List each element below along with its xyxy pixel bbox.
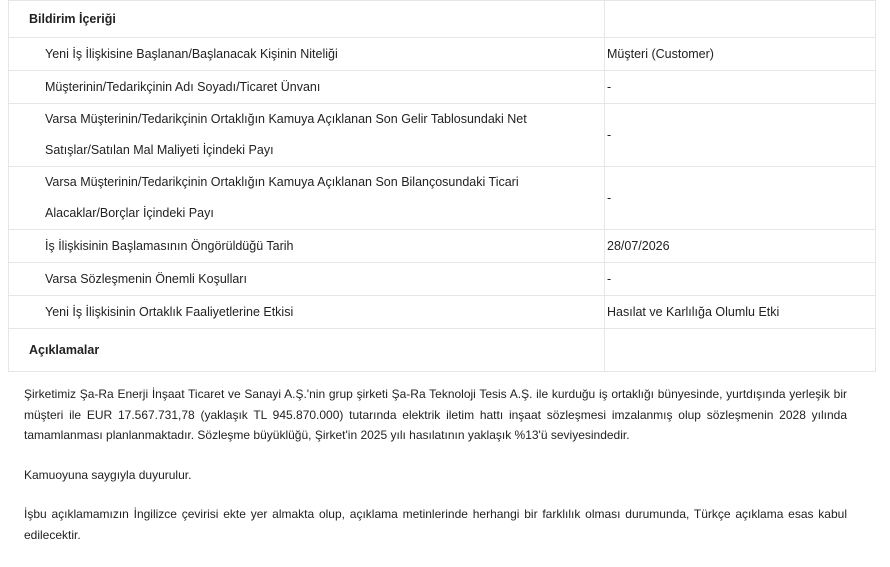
empty-cell xyxy=(605,1,876,38)
row-label: İş İlişkisinin Başlamasının Öngörüldüğü Tarih xyxy=(9,230,605,263)
row-label-line: Satışlar/Satılan Mal Maliyeti İçindeki Payı xyxy=(45,143,274,157)
table-row xyxy=(9,38,876,71)
table-row xyxy=(9,296,876,329)
row-label: Varsa Sözleşmenin Önemli Koşulları xyxy=(9,263,605,296)
row-label-line: Alacaklar/Borçlar İçindeki Payı xyxy=(45,206,214,220)
row-label xyxy=(9,104,605,167)
explanation-text xyxy=(24,384,847,545)
explanation-paragraph: Kamuoyuna saygıyla duyurulur. xyxy=(24,467,192,482)
section-title-explanations: Açıklamalar xyxy=(9,329,605,372)
table-row xyxy=(9,263,876,296)
row-label: Yeni İş İlişkisinin Ortaklık Faaliyetlerine Etkisi xyxy=(9,296,605,329)
row-label-line: Varsa Müşterinin/Tedarikçinin Ortaklığın Kamuya Açıklanan Son Bilançosundaki Ticari xyxy=(45,175,519,189)
section-header-row xyxy=(9,1,876,38)
row-value: - xyxy=(605,71,876,104)
row-value: - xyxy=(605,104,876,167)
row-value: 28/07/2026 xyxy=(605,230,876,263)
disclosure-table xyxy=(8,0,876,372)
row-value: - xyxy=(605,167,876,230)
section-title-content: Bildirim İçeriği xyxy=(9,1,605,38)
explanation-paragraph: İşbu açıklamamızın İngilizce çevirisi ekte yer almakta olup, açıklama metinlerinde herhangi bir farklılık olması durumunda, Türkçe açıklama esas kabul edilecektir. xyxy=(24,507,847,542)
row-label-line: Varsa Müşterinin/Tedarikçinin Ortaklığın Kamuya Açıklanan Son Gelir Tablosundaki Net xyxy=(45,112,527,126)
row-label: Yeni İş İlişkisine Başlanan/Başlanacak Kişinin Niteliği xyxy=(9,38,605,71)
empty-cell xyxy=(605,329,876,372)
row-value: Hasılat ve Karlılığa Olumlu Etki xyxy=(605,296,876,329)
section-header-row xyxy=(9,329,876,372)
row-value: - xyxy=(605,263,876,296)
table-row xyxy=(9,167,876,230)
row-label: Müşterinin/Tedarikçinin Adı Soyadı/Ticaret Ünvanı xyxy=(9,71,605,104)
table-row xyxy=(9,230,876,263)
table-row xyxy=(9,104,876,167)
table-row xyxy=(9,71,876,104)
row-label xyxy=(9,167,605,230)
explanation-paragraph: Şirketimiz Şa-Ra Enerji İnşaat Ticaret ve Sanayi A.Ş.'nin grup şirketi Şa-Ra Teknoloji Tesis A.Ş. ile kurduğu iş ortaklığı bünyesinde, yurtdışında yerleşik bir müşteri ile EUR 17.567.731,78 (yaklaşık TL 945.870.000) tutarında elektrik iletim hattı inşaat sözleşmesi imzalanmış olup sözleşmenin 2028 yılında tamamlanması planlanmaktadır. Sözleşme büyüklüğü, Şirket'in 2025 yılı hasılatının yaklaşık %13'ü seviyesindedir. xyxy=(24,387,847,442)
row-value: Müşteri (Customer) xyxy=(605,38,876,71)
